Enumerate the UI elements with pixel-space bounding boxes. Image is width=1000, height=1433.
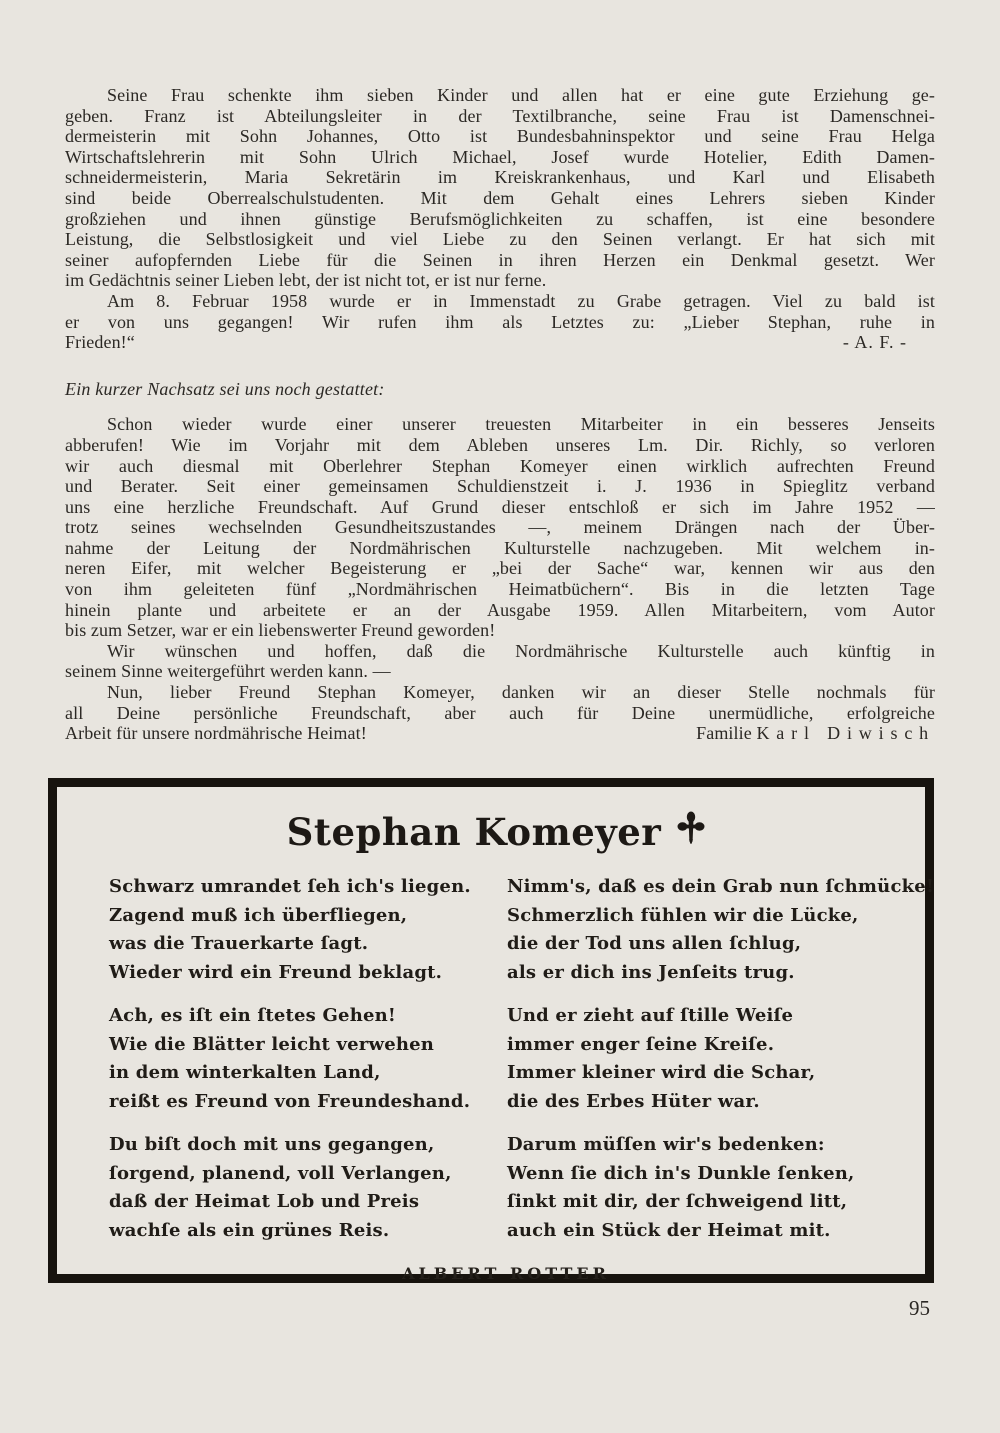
text-line: von ihm geleiteten fünf „Nordmährischen Heimatbüchern“. Bis in die letzten Tage: [65, 579, 935, 600]
memorial-title-name: Stephan Komeyer: [286, 810, 662, 854]
poem-line: ſorgend, planend, voll Verlangen,: [109, 1162, 452, 1184]
text-line: sind beide Oberrealschulstudenten. Mit dem Gehalt eines Lehrers sieben Kinder: [65, 187, 935, 208]
text-line: Am 8. Februar 1958 wurde er in Immenstadt zu Grabe getragen. Viel zu bald ist: [107, 290, 935, 311]
poem-line: Wie die Blätter leicht verwehen: [109, 1033, 435, 1055]
poem-line: Schmerzlich fühlen wir die Lücke,: [507, 904, 859, 926]
interlude-note: Ein kurzer Nachsatz sei uns noch gestattet:: [65, 378, 385, 399]
poem-line: Und er zieht auf ſtille Weiſe: [507, 1005, 794, 1026]
text-line: Nun, lieber Freund Stephan Komeyer, danken wir an dieser Stelle nochmals für: [107, 682, 935, 703]
paragraph: [65, 682, 935, 744]
poem-author: ALBERT ROTTER: [402, 1264, 610, 1283]
poem-stanza: [507, 1131, 934, 1245]
last-line-text: im Gedächtnis seiner Lieben lebt, der ist nicht tot, er ist nur ferne.: [65, 270, 547, 291]
poem-line: Darum müſſen wir's bedenken:: [507, 1134, 825, 1155]
poem-line: Ach, es iſt ein ſtetes Gehen!: [109, 1005, 397, 1026]
text-line: großziehen und ihnen günstige Berufsmöglichkeiten zu schaffen, ist eine besondere: [65, 208, 935, 229]
poem-line: wachſe als ein grünes Reis.: [109, 1219, 390, 1241]
poem-line: Immer kleiner wird die Schar,: [507, 1062, 816, 1083]
poem-line: auch ein Stück der Heimat mit.: [507, 1219, 831, 1241]
poem-line: Wieder wird ein Freund beklagt.: [109, 961, 443, 983]
text-line: Seine Frau schenkte ihm sieben Kinder und allen hat er eine gute Erziehung ge-: [107, 85, 935, 105]
poem-column-right: [507, 873, 934, 1245]
poem-column-left: [109, 873, 507, 1245]
poem-line: was die Trauerkarte ſagt.: [109, 933, 369, 954]
text-line: Leistung, die Selbstlosigkeit und viel Liebe zu den Seinen verlangt. Er hat sich mit: [65, 229, 935, 250]
text-line: Wir wünschen und hoffen, daß die Nordmährische Kulturstelle auch künftig in: [107, 640, 935, 661]
text-line: trotz seines wechselnden Gesundheitszustandes —, meinem Drängen nach der Über-: [65, 517, 935, 538]
poem-stanza: [109, 873, 507, 987]
text-line: wir auch diesmal mit Oberlehrer Stephan Komeyer einen wirklich aufrechten Freund: [65, 455, 935, 476]
text-line: neren Eifer, mit welcher Begeisterung er „bei der Sache“ war, kennen wir aus den: [65, 558, 935, 579]
text-line: schneidermeisterin, Maria Sekretärin im Kreiskrankenhaus, und Karl und Elisabeth: [65, 167, 935, 188]
poem-line: Schwarz umrandet ſeh ich's liegen.: [109, 876, 471, 897]
text-line-last: [65, 332, 935, 353]
poem-line: als er dich ins Jenſeits trug.: [507, 961, 795, 983]
poem-stanza: [109, 1131, 507, 1245]
paragraph: [65, 291, 935, 353]
initials-signature: - A. F. -: [842, 332, 907, 353]
poem-stanza: [109, 1002, 507, 1116]
memorial-poem: [109, 873, 935, 1245]
poem-stanza: [507, 873, 934, 987]
poem-line: Du biſt doch mit uns gegangen,: [109, 1134, 435, 1155]
text-line-last: [65, 661, 935, 682]
memorial-title: [89, 809, 903, 859]
text-line: Schon wieder wurde einer unserer treuesten Mitarbeiter in ein besseres Jenseits: [107, 414, 935, 435]
poem-line: in dem winterkalten Land,: [109, 1062, 381, 1083]
text-line: abberufen! Wie im Vorjahr mit dem Ableben unseres Lm. Dir. Richly, so verloren: [65, 434, 935, 455]
last-line-text: Arbeit für unsere nordmährische Heimat!: [65, 723, 367, 744]
last-line-text: seinem Sinne weitergeführt werden kann. —: [65, 661, 391, 682]
paragraph: [65, 414, 935, 641]
obituary-text: [65, 85, 935, 744]
poem-line: daß der Heimat Lob und Preis: [109, 1191, 420, 1212]
text-line: hinein plante und arbeitete er an der Ausgabe 1959. Allen Mitarbeitern, vom Autor: [65, 599, 935, 620]
page-number: 95: [909, 1296, 930, 1320]
text-line-last: [65, 723, 935, 744]
paragraph: [65, 85, 935, 291]
poem-line: immer enger ſeine Kreiſe.: [507, 1033, 775, 1055]
poem-line: Zagend muß ich überfliegen,: [109, 904, 408, 926]
text-line: dermeisterin mit Sohn Johannes, Otto ist Bundesbahninspektor und seine Frau Helga: [65, 126, 935, 147]
signature-prefix: Familie: [696, 723, 752, 744]
paragraph: [65, 641, 935, 682]
poem-line: reißt es Freund von Freundeshand.: [109, 1090, 471, 1112]
text-line: geben. Franz ist Abteilungsleiter in der Textilbranche, seine Frau ist Damenschnei-: [65, 105, 935, 126]
text-line: uns eine herzliche Freundschaft. Auf Grund dieser entschloß er sich im Jahre 1952 —: [65, 496, 935, 517]
memorial-box: [48, 778, 934, 1283]
text-line: seiner aufopfernden Liebe für die Seinen in ihren Herzen ein Denkmal gesetzt. Wer: [65, 249, 935, 270]
text-line: er von uns gegangen! Wir rufen ihm als Letztes zu: „Lieber Stephan, ruhe in: [65, 311, 935, 332]
text-line: Wirtschaftslehrerin mit Sohn Ulrich Michael, Josef wurde Hotelier, Edith Damen-: [65, 146, 935, 167]
poem-line: die der Tod uns allen ſchlug,: [507, 933, 802, 954]
last-line-text: Frieden!“: [65, 332, 135, 353]
text-line-last: [65, 270, 935, 291]
poem-stanza: [507, 1002, 934, 1116]
poem-line: ſinkt mit dir, der ſchweigend litt,: [507, 1191, 848, 1212]
poem-line: Wenn ſie dich in's Dunkle ſenken,: [507, 1162, 855, 1184]
cross-icon: [677, 811, 705, 859]
poem-line: Nimm's, daß es dein Grab nun ſchmücke!: [507, 876, 935, 897]
text-line: nahme der Leitung der Nordmährischen Kulturstelle nachzugeben. Mit welchem in-: [65, 537, 935, 558]
family-signature: [696, 723, 935, 744]
text-line-last: [65, 620, 935, 641]
signature-name: Karl Diwisch: [756, 723, 935, 744]
text-line: und Berater. Seit einer gemeinsamen Schuldienstzeit i. J. 1936 in Spieglitz verband: [65, 476, 935, 497]
text-line: all Deine persönliche Freundschaft, aber auch für Deine unermüdliche, erfolgreiche: [65, 702, 935, 723]
poem-line: die des Erbes Hüter war.: [507, 1090, 760, 1112]
last-line-text: bis zum Setzer, war er ein liebenswerter Freund geworden!: [65, 620, 496, 641]
